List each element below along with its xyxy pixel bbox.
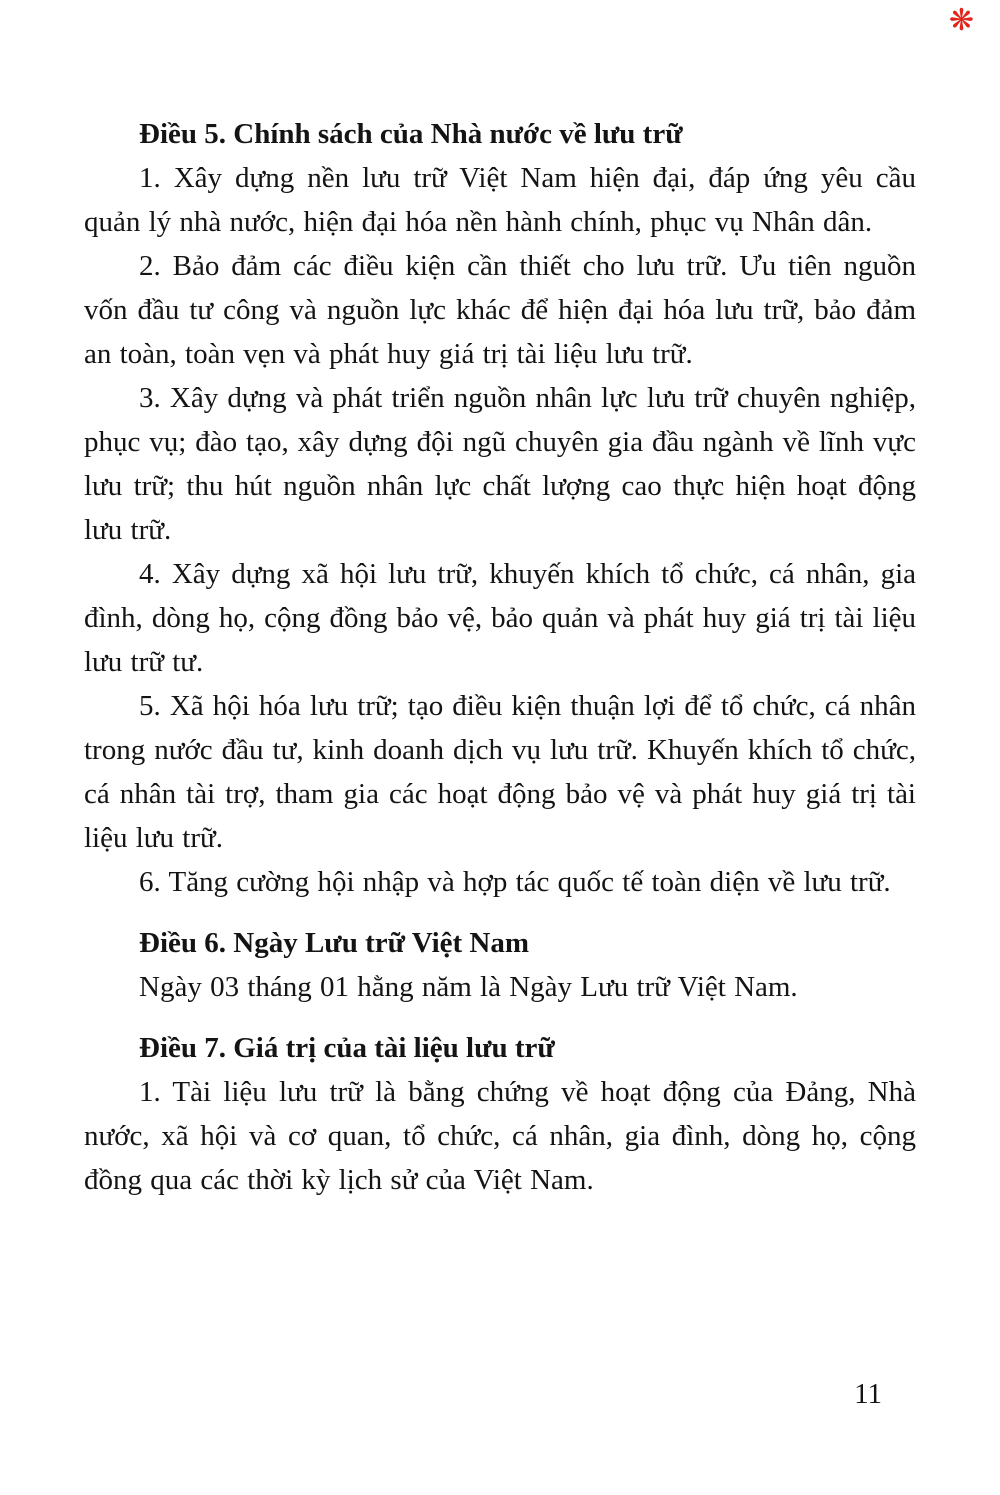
article-7-clause-1: 1. Tài liệu lưu trữ là bằng chứng về hoạt động của Đảng, Nhà nước, xã hội và cơ quan, tổ chức, cá nhân, gia đình, dòng họ, cộng đồng qua các thời kỳ lịch sử của Việt Nam. xyxy=(84,1076,916,1196)
article-5-clause-6: 6. Tăng cường hội nhập và hợp tác quốc tế toàn diện về lưu trữ. xyxy=(139,866,891,898)
page-number: 11 xyxy=(854,1378,882,1410)
article-5-clause-1: 1. Xây dựng nền lưu trữ Việt Nam hiện đại, đáp ứng yêu cầu quản lý nhà nước, hiện đại hóa nền hành chính, phục vụ Nhân dân. xyxy=(84,162,916,238)
page-content xyxy=(84,112,916,1202)
article-5-clause-5: 5. Xã hội hóa lưu trữ; tạo điều kiện thuận lợi để tổ chức, cá nhân trong nước đầu tư, kinh doanh dịch vụ lưu trữ. Khuyến khích tổ chức, cá nhân tài trợ, tham gia các hoạt động bảo vệ và phát huy giá trị tài liệu lưu trữ. xyxy=(84,690,916,854)
article-5-clause-4: 4. Xây dựng xã hội lưu trữ, khuyến khích tổ chức, cá nhân, gia đình, dòng họ, cộng đồng bảo vệ, bảo quản và phát huy giá trị tài liệu lưu trữ tư. xyxy=(84,558,916,678)
article-5-heading: Điều 5. Chính sách của Nhà nước về lưu trữ xyxy=(139,118,683,150)
article-6-heading: Điều 6. Ngày Lưu trữ Việt Nam xyxy=(139,927,530,959)
article-7-heading: Điều 7. Giá trị của tài liệu lưu trữ xyxy=(139,1032,555,1064)
article-5-clause-3: 3. Xây dựng và phát triển nguồn nhân lực lưu trữ chuyên nghiệp, phục vụ; đào tạo, xây dựng đội ngũ chuyên gia đầu ngành về lĩnh vực lưu trữ; thu hút nguồn nhân lực chất lượng cao thực hiện hoạt động lưu trữ. xyxy=(84,382,916,546)
flower-asterisk-icon: ❋ xyxy=(948,3,974,38)
article-6-clause-1: Ngày 03 tháng 01 hằng năm là Ngày Lưu trữ Việt Nam. xyxy=(139,971,798,1003)
article-5-clause-2: 2. Bảo đảm các điều kiện cần thiết cho lưu trữ. Ưu tiên nguồn vốn đầu tư công và nguồn lực khác để hiện đại hóa lưu trữ, bảo đảm an toàn, toàn vẹn và phát huy giá trị tài liệu lưu trữ. xyxy=(84,250,916,370)
